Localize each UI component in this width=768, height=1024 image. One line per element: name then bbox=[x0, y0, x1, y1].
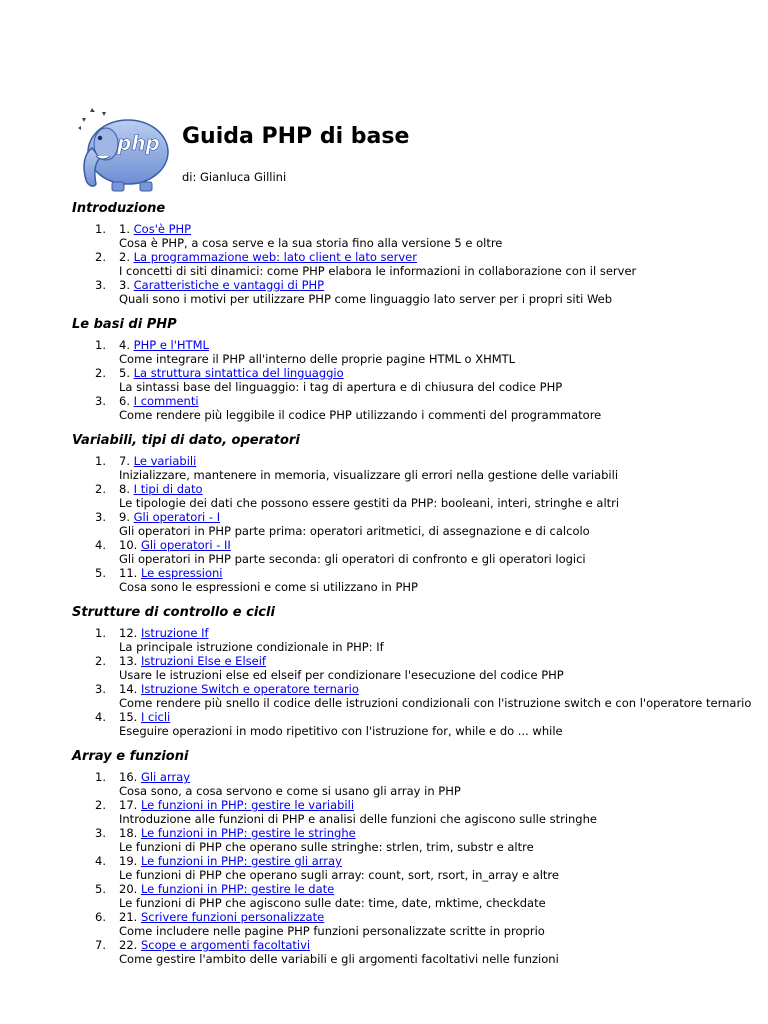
list-item bbox=[72, 222, 752, 250]
chapter-link[interactable]: I commenti bbox=[133, 394, 199, 408]
list-marker: 2. bbox=[95, 482, 106, 496]
chapter-link[interactable]: Istruzioni Else e Elseif bbox=[140, 654, 266, 668]
list-marker: 3. bbox=[95, 278, 106, 292]
section-title: Le basi di PHP bbox=[72, 317, 177, 332]
list-item bbox=[72, 394, 752, 422]
chapter-link[interactable]: Le funzioni in PHP: gestire gli array bbox=[140, 854, 342, 868]
chapter-description: La principale istruzione condizionale in PHP: If bbox=[119, 640, 384, 654]
chapter-number: 1. bbox=[119, 222, 130, 236]
chapter-number: 11. bbox=[119, 566, 138, 580]
toc-section bbox=[72, 604, 752, 738]
list-item bbox=[72, 338, 752, 366]
list-marker: 2. bbox=[95, 798, 106, 812]
chapter-link[interactable]: Le funzioni in PHP: gestire le date bbox=[140, 882, 335, 896]
chapter-number: 21. bbox=[119, 910, 138, 924]
chapter-link[interactable]: Le espressioni bbox=[140, 566, 223, 580]
chapter-link[interactable]: Le funzioni in PHP: gestire le variabili bbox=[140, 798, 355, 812]
chapter-link[interactable]: Le variabili bbox=[133, 454, 197, 468]
chapter-number: 19. bbox=[119, 854, 138, 868]
chapter-description: Introduzione alle funzioni di PHP e analisi delle funzioni che agiscono sulle stringhe bbox=[119, 812, 597, 826]
chapter-description: I concetti di siti dinamici: come PHP elabora le informazioni in collaborazione con il server bbox=[119, 264, 637, 278]
list-item bbox=[72, 938, 752, 966]
list-item bbox=[72, 882, 752, 910]
chapter-description: Cosa sono, a cosa servono e come si usano gli array in PHP bbox=[119, 784, 461, 798]
sparkle-icon bbox=[78, 108, 106, 130]
chapter-link[interactable]: Scrivere funzioni personalizzate bbox=[140, 910, 325, 924]
list-item bbox=[72, 710, 752, 738]
chapter-number: 12. bbox=[119, 626, 138, 640]
list-item bbox=[72, 366, 752, 394]
section-title: Strutture di controllo e cicli bbox=[72, 605, 275, 620]
chapter-number: 6. bbox=[119, 394, 130, 408]
page-title: Guida PHP di base bbox=[182, 124, 410, 149]
list-marker: 1. bbox=[95, 626, 106, 640]
chapter-link[interactable]: I tipi di dato bbox=[133, 482, 203, 496]
chapter-link[interactable]: Caratteristiche e vantaggi di PHP bbox=[133, 278, 325, 292]
chapter-description: Come rendere più snello il codice delle istruzioni condizionali con l'istruzione switch e con l'operatore ternario bbox=[119, 696, 752, 710]
list-item bbox=[72, 826, 752, 854]
chapter-description: Le funzioni di PHP che agiscono sulle date: time, date, mktime, checkdate bbox=[119, 896, 546, 910]
chapter-number: 7. bbox=[119, 454, 130, 468]
list-marker: 1. bbox=[95, 222, 106, 236]
chapter-number: 22. bbox=[119, 938, 138, 952]
chapter-description: Cosa sono le espressioni e come si utilizzano in PHP bbox=[119, 580, 418, 594]
chapter-number: 2. bbox=[119, 250, 130, 264]
chapter-number: 14. bbox=[119, 682, 138, 696]
chapter-number: 4. bbox=[119, 338, 130, 352]
author-line: di: Gianluca Gillini bbox=[182, 170, 287, 184]
chapter-link[interactable]: PHP e l'HTML bbox=[133, 338, 209, 352]
list-item bbox=[72, 770, 752, 798]
list-item bbox=[72, 250, 752, 278]
chapter-link[interactable]: Cos'è PHP bbox=[133, 222, 192, 236]
list-item bbox=[72, 626, 752, 654]
chapter-link[interactable]: Istruzione If bbox=[140, 626, 209, 640]
chapter-list bbox=[72, 770, 752, 966]
list-marker: 1. bbox=[95, 338, 106, 352]
chapter-link[interactable]: Gli operatori - II bbox=[140, 538, 231, 552]
chapter-description: Cosa è PHP, a cosa serve e la sua storia fino alla versione 5 e oltre bbox=[119, 236, 503, 250]
list-item bbox=[72, 538, 752, 566]
toc-section bbox=[72, 432, 752, 594]
section-title: Variabili, tipi di dato, operatori bbox=[72, 433, 300, 448]
list-marker: 1. bbox=[95, 454, 106, 468]
list-item bbox=[72, 454, 752, 482]
chapter-number: 9. bbox=[119, 510, 130, 524]
chapter-number: 5. bbox=[119, 366, 130, 380]
chapter-number: 20. bbox=[119, 882, 138, 896]
list-item bbox=[72, 798, 752, 826]
section-title: Introduzione bbox=[72, 201, 166, 216]
list-item bbox=[72, 482, 752, 510]
logo-text: php bbox=[117, 131, 160, 155]
toc-section bbox=[72, 748, 752, 966]
chapter-link[interactable]: La programmazione web: lato client e lato server bbox=[133, 250, 417, 264]
list-marker: 3. bbox=[95, 682, 106, 696]
chapter-description: Usare le istruzioni else ed elseif per condizionare l'esecuzione del codice PHP bbox=[119, 668, 564, 682]
chapter-description: Eseguire operazioni in modo ripetitivo con l'istruzione for, while e do ... while bbox=[119, 724, 563, 738]
chapter-description: Come gestire l'ambito delle variabili e gli argomenti facoltativi nelle funzioni bbox=[119, 952, 559, 966]
list-marker: 4. bbox=[95, 538, 106, 552]
chapter-number: 3. bbox=[119, 278, 130, 292]
chapter-description: Gli operatori in PHP parte prima: operatori aritmetici, di assegnazione e di calcolo bbox=[119, 524, 590, 538]
list-item bbox=[72, 910, 752, 938]
chapter-number: 16. bbox=[119, 770, 138, 784]
chapter-number: 13. bbox=[119, 654, 138, 668]
list-marker: 3. bbox=[95, 394, 106, 408]
chapter-link[interactable]: I cicli bbox=[140, 710, 171, 724]
chapter-description: La sintassi base del linguaggio: i tag di apertura e di chiusura del codice PHP bbox=[119, 380, 563, 394]
list-item bbox=[72, 278, 752, 306]
chapter-description: Come integrare il PHP all'interno delle proprie pagine HTML o XHMTL bbox=[119, 352, 516, 366]
chapter-list bbox=[72, 626, 752, 738]
list-marker: 1. bbox=[95, 770, 106, 784]
chapter-list bbox=[72, 338, 752, 422]
chapter-description: Quali sono i motivi per utilizzare PHP come linguaggio lato server per i propri siti Web bbox=[119, 292, 613, 306]
section-title: Array e funzioni bbox=[72, 749, 189, 764]
list-item bbox=[72, 510, 752, 538]
list-marker: 7. bbox=[95, 938, 106, 952]
list-marker: 2. bbox=[95, 250, 106, 264]
list-marker: 3. bbox=[95, 826, 106, 840]
chapter-link[interactable]: Gli array bbox=[140, 770, 191, 784]
list-item bbox=[72, 854, 752, 882]
chapter-number: 8. bbox=[119, 482, 130, 496]
list-item bbox=[72, 566, 752, 594]
chapter-number: 18. bbox=[119, 826, 138, 840]
list-marker: 2. bbox=[95, 366, 106, 380]
chapter-number: 17. bbox=[119, 798, 138, 812]
chapter-description: Come rendere più leggibile il codice PHP utilizzando i commenti del programmatore bbox=[119, 408, 602, 422]
chapter-description: Le tipologie dei dati che possono essere gestiti da PHP: booleani, interi, stringhe e altri bbox=[119, 496, 620, 510]
list-marker: 4. bbox=[95, 854, 106, 868]
chapter-link[interactable]: Scope e argomenti facoltativi bbox=[140, 938, 311, 952]
chapter-link[interactable]: Gli operatori - I bbox=[133, 510, 221, 524]
chapter-description: Come includere nelle pagine PHP funzioni personalizzate scritte in proprio bbox=[119, 924, 545, 938]
chapter-link[interactable]: Istruzione Switch e operatore ternario bbox=[140, 682, 359, 696]
chapter-link[interactable]: Le funzioni in PHP: gestire le stringhe bbox=[140, 826, 356, 840]
list-item bbox=[72, 682, 752, 710]
list-item bbox=[72, 654, 752, 682]
toc-section bbox=[72, 200, 752, 306]
table-of-contents bbox=[72, 200, 752, 976]
chapter-description: Le funzioni di PHP che operano sugli array: count, sort, rsort, in_array e altre bbox=[119, 868, 559, 882]
chapter-description: Le funzioni di PHP che operano sulle stringhe: strlen, trim, substr e altre bbox=[119, 840, 534, 854]
chapter-link[interactable]: La struttura sintattica del linguaggio bbox=[133, 366, 344, 380]
chapter-list bbox=[72, 222, 752, 306]
chapter-number: 15. bbox=[119, 710, 138, 724]
toc-section bbox=[72, 316, 752, 422]
list-marker: 4. bbox=[95, 710, 106, 724]
list-marker: 3. bbox=[95, 510, 106, 524]
chapter-description: Gli operatori in PHP parte seconda: gli operatori di confronto e gli operatori logici bbox=[119, 552, 586, 566]
chapter-number: 10. bbox=[119, 538, 138, 552]
list-marker: 2. bbox=[95, 654, 106, 668]
list-marker: 6. bbox=[95, 910, 106, 924]
list-marker: 5. bbox=[95, 882, 106, 896]
chapter-list bbox=[72, 454, 752, 594]
chapter-description: Inizializzare, mantenere in memoria, visualizzare gli errori nella gestione delle variabili bbox=[119, 468, 619, 482]
php-elephant-logo bbox=[70, 104, 174, 194]
list-marker: 5. bbox=[95, 566, 106, 580]
